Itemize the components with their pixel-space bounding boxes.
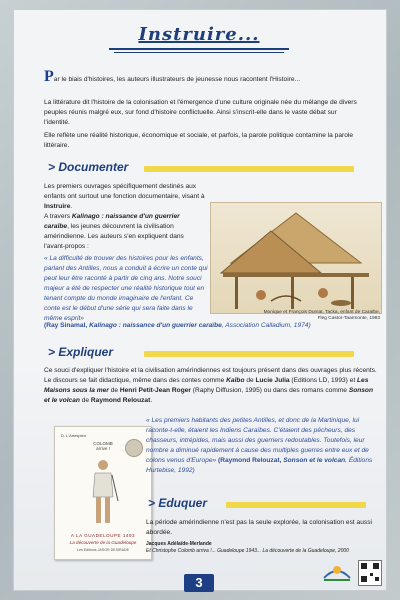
content-panel: [14, 10, 386, 590]
book-title: Sonson et le volcan: [44, 387, 373, 404]
page-number-badge: 3: [184, 574, 214, 592]
book-cover-line-2: La découverte de la Guadeloupe: [69, 540, 137, 545]
documenter-paragraph-1: [44, 182, 206, 212]
book-title-kalinago: Kalinago : naissance d'un guerrier caraïbe: [44, 213, 180, 230]
qr-code-graphic-icon: [359, 561, 381, 585]
intro-lead-text: ar le biais d'histoires, les auteurs illustrateurs de jeunesse nous racontent l'Histoire...: [53, 76, 301, 83]
book-title: Kaïbo: [226, 377, 245, 384]
quote-text: « La difficulté de trouver des histoires pour les enfants, parlant des Antilles, nous a conduit à écrire un conte qui peut leur être raconté à partir de cinq ans. Notre souci majeur a été de respecter une réalité historique tout en tenant compte du monde imaginaire de l'enfant. Ce conte est le début d'une série qui sera faite dans le même esprit»: [44, 255, 208, 322]
text-run: de: [108, 387, 120, 394]
text-run: .: [150, 397, 153, 404]
eduquer-reference: [146, 541, 376, 555]
quote-source: (Ray Sinamal,: [44, 322, 90, 329]
quote-source-title: Sonson et le volcan: [283, 457, 346, 464]
author-name: Henri Petit-Jean Roger: [119, 387, 191, 394]
text-run: A travers: [44, 213, 72, 220]
author-name: Raymond Relouzat: [90, 397, 151, 404]
text-run: Les premiers ouvrages spécifiquement destinés aux enfants ont surtout une fonction documentaire, visant à: [44, 183, 205, 200]
title-banner: [14, 24, 386, 58]
book-cover-colomb: [54, 426, 152, 560]
heading-label: > Eduquer: [148, 496, 208, 510]
text-run: Ce souci d'expliquer l'histoire et la civilisation amérindiennes est toujours présent dans des ouvrages plus récents. Le discours se fait didactique, même dans des contes comme: [44, 367, 377, 384]
eduquer-paragraph: La période amérindienne n'est pas la seule explorée, la colonisation est aussi abordée.: [146, 519, 372, 536]
quote-source-publisher: , Éditions Hurtebise, 1992): [146, 457, 373, 474]
page-title: Instruire...: [138, 24, 260, 45]
expliquer-paragraph: [44, 366, 378, 406]
publisher-logo-icon: [322, 560, 352, 584]
text-run: .: [70, 203, 73, 210]
qr-code-icon: [358, 560, 382, 586]
explorer-figure-icon: [85, 457, 121, 527]
section-heading-expliquer: [48, 347, 348, 361]
documenter-paragraph-2: [44, 212, 206, 252]
heading-label: > Expliquer: [48, 345, 114, 359]
heading-label: > Documenter: [48, 160, 129, 174]
emphasis-instruire: Instruire: [44, 203, 71, 210]
book-cover-title-2: arrive !: [96, 446, 110, 451]
text-run: (Editions LD, 1993) et: [289, 377, 358, 384]
caption-line-2: Fleg Castor-Taarmonte, 1983: [317, 316, 380, 321]
book-cover-publisher: Les Editions JASOR DESIRADE: [77, 548, 129, 552]
section-heading-documenter: [48, 162, 348, 176]
heading-highlight-bar: [144, 351, 354, 357]
title-underline: [109, 48, 289, 50]
intro-paragraph-2: Elle reflète une réalité historique, économique et sociale, et parfois, la parole politique contamine la parole littéraire.: [44, 132, 353, 149]
expliquer-quote: [146, 416, 374, 476]
quote-source-publisher: , Association Calladium, 1974): [221, 322, 311, 329]
reference-title: Et Christophe Colomb arriva !... Guadeloupe 1943... La découverte de la Guadeloupe, 2000: [146, 548, 349, 554]
book-title: Les Maisons sous la mer: [44, 377, 369, 394]
book-cover-author: D. L'Artesplen: [61, 433, 86, 438]
heading-highlight-bar: [226, 502, 366, 508]
section-heading-eduquer: [148, 498, 368, 512]
book-cover-line-1: A LA GUADELOUPE 1493: [70, 533, 136, 538]
text-run: , les jeunes découvrent la civilisation amérindienne. Les auteurs s'en expliquent dans l'avant-propos :: [44, 223, 184, 250]
documenter-quote: [44, 254, 208, 324]
documenter-quote-continued: [44, 321, 378, 331]
text-run: (Raphy Diffusion, 1995) ou dans des romans comme: [190, 387, 349, 394]
intro-paragraph-1: La littérature dit l'histoire de la colonisation et l'émergence d'une culture originale née du mélange de divers peuples réunis malgré eux, sur fond d'histoire conflictuelle. Ainsi s'inscrit-elle dans le vaste débat sur l'identité.: [44, 99, 357, 126]
illustration-caribbean-village: [210, 202, 382, 314]
text-run: de: [244, 377, 256, 384]
caption-line-1: Monique et François Dumat, Tacka, enfant de Caraïbe,: [263, 310, 380, 315]
quote-source: (Raymond Relouzat,: [218, 457, 284, 464]
medal-icon: [125, 439, 143, 457]
book-cover-title-1: COLOMB: [93, 441, 113, 446]
quote-text: « Les premiers habitants des petites Antilles, et donc de la Martinique, lui raconte-t-elle, étaient les Indiens Caraïbes. C'étaient des pêcheurs, des chasseurs, intrépides, mais aussi des guerriers redoutables. Toutefois, leur nombre a diminué rapidement à cause des multiples guerres entre eux et de colons venus d'Europe»: [146, 417, 369, 464]
author-name: Lucie Julia: [255, 377, 290, 384]
intro-lead: [44, 68, 356, 85]
drop-cap: P: [44, 68, 54, 85]
reference-author: Jacques Adélaïde-Merlande: [146, 541, 212, 547]
title-underline-secondary: [114, 52, 284, 53]
text-run: de: [79, 397, 91, 404]
heading-highlight-bar: [144, 166, 354, 172]
quote-source-title: Kalinago : naissance d'un guerrier caraïbe: [89, 322, 222, 329]
